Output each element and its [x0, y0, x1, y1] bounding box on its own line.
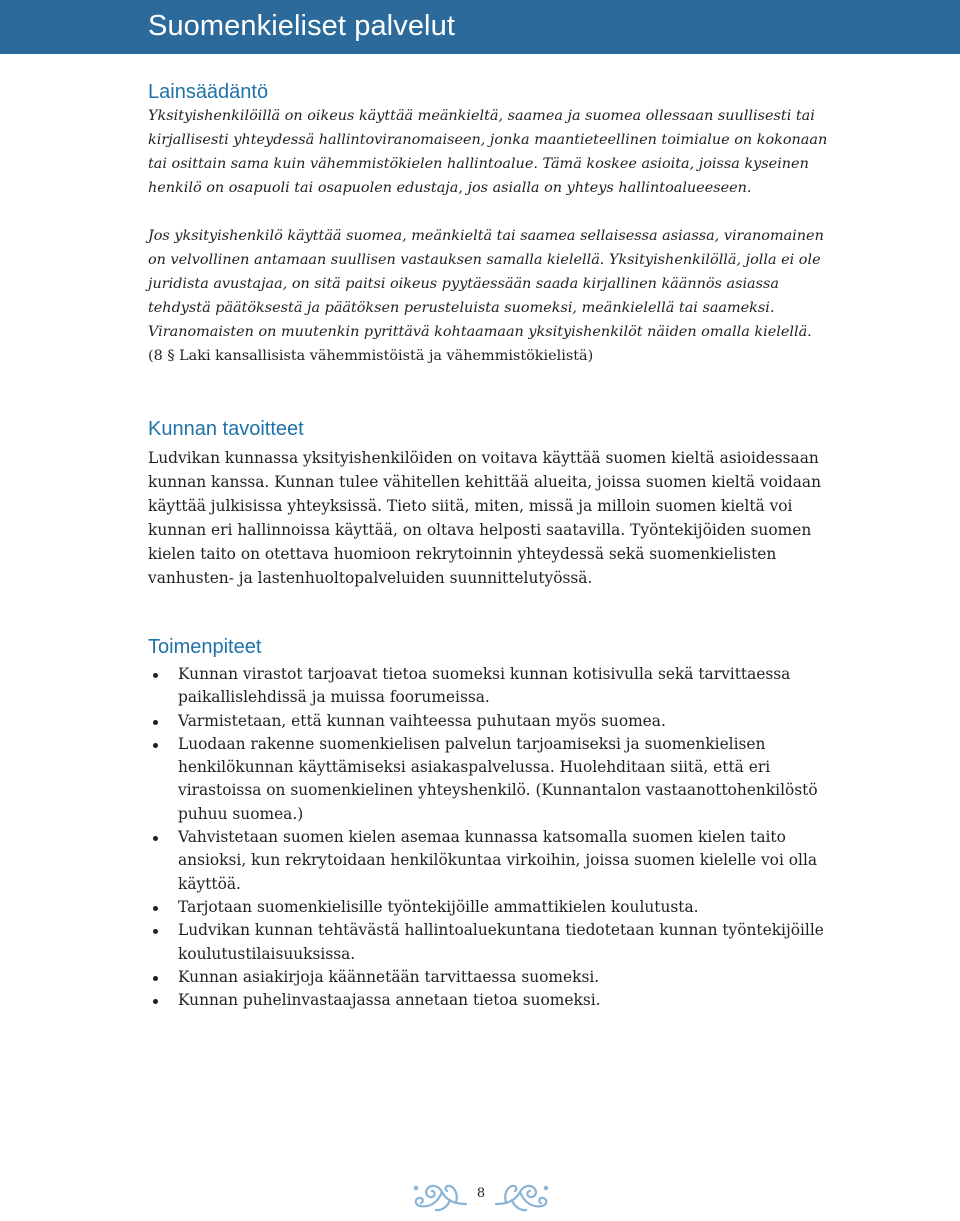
page-title: Suomenkieliset palvelut: [148, 10, 455, 42]
law-reference: (8 § Laki kansallisista vähemmistöistä ja vähemmistökielistä): [148, 348, 594, 364]
goals-section: [148, 417, 828, 590]
measures-list: [148, 663, 828, 1012]
goals-paragraph: Ludvikan kunnassa yksityishenkilöiden on voitava käyttää suomen kieltä asioidessaan kunnan kanssa. Kunnan tulee vähitellen kehittää alueita, joissa suomen kieltä voidaan käyttää julkisissa yhteyksissä. Tieto siitä, miten, missä ja milloin suomen kieltä voi kunnan eri hallinnoissa käyttää, on oltava helposti saatavilla. Työntekijöiden suomen kielen taito on otettava huomioon rekrytoinnin yhteydessä sekä suomenkielisten vanhusten- ja lastenhuoltopalveluiden suunnittelutyössä.: [148, 449, 821, 587]
list-item: Kunnan asiakirjoja käännetään tarvittaessa suomeksi.: [148, 966, 828, 989]
list-item: Kunnan puhelinvastaajassa annetaan tietoa suomeksi.: [148, 989, 828, 1012]
list-item: Kunnan virastot tarjoavat tietoa suomeksi kunnan kotisivulla sekä tarvittaessa paikallislehdissä ja muissa foorumeissa.: [148, 663, 828, 710]
goals-heading: Kunnan tavoitteet: [148, 418, 304, 440]
page-footer: [0, 1168, 960, 1218]
title-banner: [0, 0, 960, 54]
legislation-paragraph-2-text: Jos yksityishenkilö käyttää suomea, meänkieltä tai saamea sellaisessa asiassa, viranomainen on velvollinen antamaan suullisen vastauksen samalla kielellä. Yksityishenkilöllä, jolla ei ole juridista avustajaa, on sitä paitsi oikeus pyytäessään saada kirjallinen käännös asiassa tehdystä päätöksestä ja päätöksen perusteluista suomeksi, meänkielellä tai saameksi. Viranomaisten on muutenkin pyrittävä kohtaamaan yksityishenkilöt näiden omalla kielellä.: [148, 228, 824, 340]
flourish-right-icon: [494, 1176, 550, 1216]
flourish-left-icon: [412, 1176, 468, 1216]
legislation-paragraph-1: Yksityishenkilöillä on oikeus käyttää meänkieltä, saamea ja suomea ollessaan suullisesti tai kirjallisesti yhteydessä hallintoviranomaiseen, jonka maantieteellinen toimialue on kokonaan tai osittain sama kuin vähemmistökielen hallintoalue. Tämä koskee asioita, joissa kyseinen henkilö on osapuoli tai osapuolen edustaja, jos asialla on yhteys hallintoalueeseen.: [148, 108, 828, 196]
legislation-section: [148, 80, 828, 368]
list-item: Luodaan rakenne suomenkielisen palvelun tarjoamiseksi ja suomenkielisen henkilökunnan käyttämiseksi asiakaspalvelussa. Huolehditaan siitä, että eri virastoissa on suomenkielinen yhteyshenkilö. (Kunnantalon vastaanottohenkilöstö puhuu suomea.): [148, 733, 828, 826]
list-item: Vahvistetaan suomen kielen asemaa kunnassa katsomalla suomen kielen taito ansioksi, kun rekrytoidaan henkilökuntaa virkoihin, joissa suomen kielelle voi olla käyttöä.: [148, 826, 828, 896]
main-content: [148, 80, 828, 1012]
measures-heading: Toimenpiteet: [148, 636, 262, 658]
legislation-heading: Lainsäädäntö: [148, 81, 269, 103]
list-item: Varmistetaan, että kunnan vaihteessa puhutaan myös suomea.: [148, 710, 828, 733]
measures-section: [148, 635, 828, 1012]
list-item: Tarjotaan suomenkielisille työntekijöille ammattikielen koulutusta.: [148, 896, 828, 919]
legislation-paragraph-2: [148, 224, 828, 368]
page-number: 8: [476, 1186, 486, 1201]
list-item: Ludvikan kunnan tehtävästä hallintoaluekuntana tiedotetaan kunnan työntekijöille koulutustilaisuuksissa.: [148, 919, 828, 966]
